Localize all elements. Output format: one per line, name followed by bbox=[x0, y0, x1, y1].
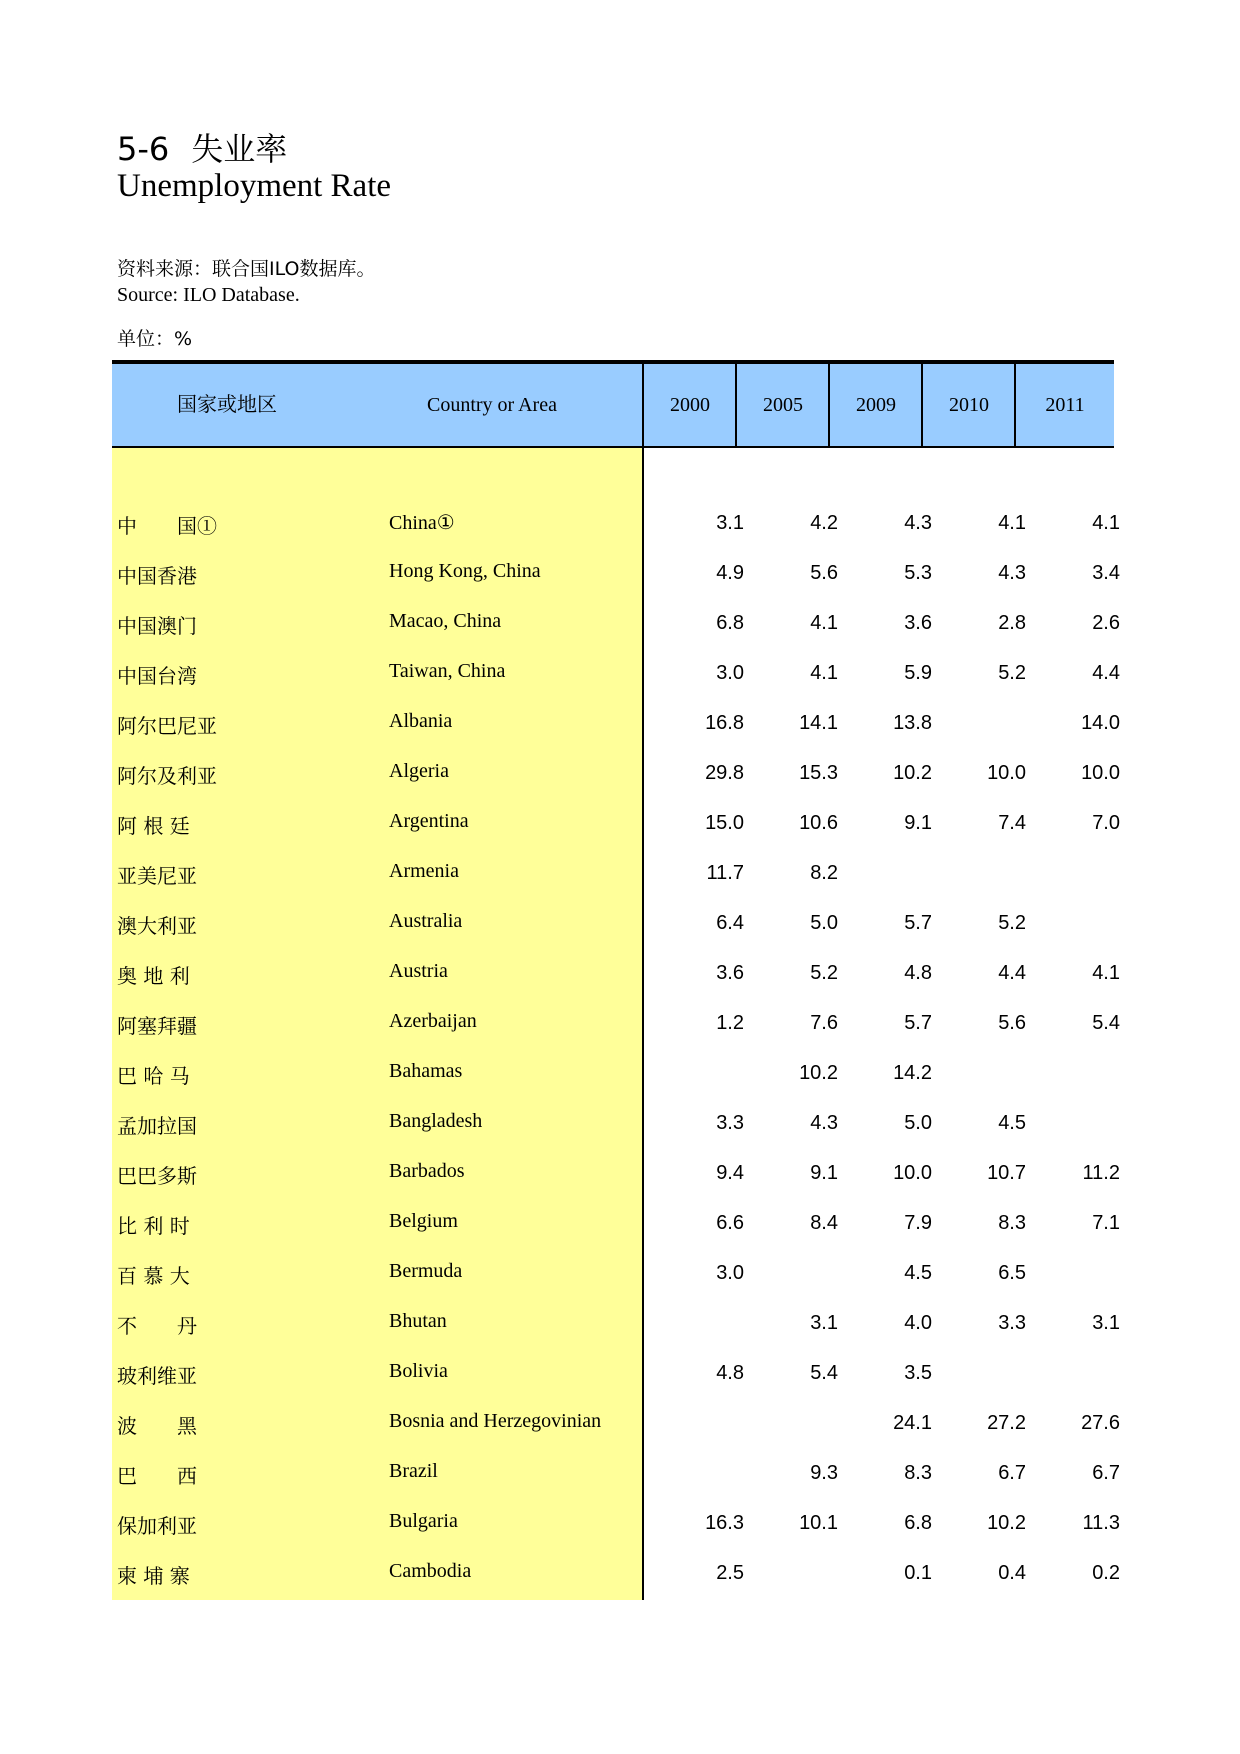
country-name-en: Albania bbox=[389, 710, 453, 732]
value-cell-2000: 29.8 bbox=[705, 762, 744, 784]
country-name-cn: 保加利亚 bbox=[117, 1514, 197, 1538]
country-name-cn: 巴 哈 马 bbox=[117, 1064, 190, 1088]
header-country-en: Country or Area bbox=[427, 394, 557, 416]
value-cell-2011: 4.1 bbox=[1092, 512, 1120, 534]
table-row bbox=[112, 1300, 1120, 1350]
value-cell-2010: 4.3 bbox=[998, 562, 1026, 584]
source-cn: 资料来源：联合国ILO数据库。 bbox=[117, 258, 376, 280]
value-cell-2011: 11.3 bbox=[1082, 1512, 1120, 1534]
title-cn-text: 失业率 bbox=[191, 130, 288, 168]
header-year-2009: 2009 bbox=[828, 364, 922, 446]
value-cell-2005: 9.1 bbox=[810, 1162, 838, 1184]
value-cell-2010: 5.2 bbox=[998, 912, 1026, 934]
table-row bbox=[112, 1500, 1120, 1550]
value-cell-2005: 5.4 bbox=[810, 1362, 838, 1384]
value-cell-2011: 7.0 bbox=[1092, 812, 1120, 834]
value-cell-2005: 10.2 bbox=[799, 1062, 838, 1084]
value-cell-2009: 4.3 bbox=[904, 512, 932, 534]
value-cell-2011: 4.1 bbox=[1092, 962, 1120, 984]
country-name-en: Bolivia bbox=[389, 1360, 448, 1382]
country-name-cn: 奥 地 利 bbox=[117, 964, 190, 988]
value-cell-2009: 4.8 bbox=[904, 962, 932, 984]
country-name-en: Bermuda bbox=[389, 1260, 463, 1282]
value-cell-2000: 11.7 bbox=[706, 862, 744, 884]
value-cell-2009: 0.1 bbox=[904, 1562, 932, 1584]
value-cell-2000: 16.8 bbox=[705, 712, 744, 734]
value-cell-2005: 3.1 bbox=[810, 1312, 838, 1334]
value-cell-2005: 5.0 bbox=[810, 912, 838, 934]
table-row bbox=[112, 1550, 1120, 1600]
country-name-en: Hong Kong, China bbox=[389, 560, 541, 582]
value-cell-2010: 10.0 bbox=[987, 762, 1026, 784]
value-cell-2000: 3.3 bbox=[716, 1112, 744, 1134]
country-name-en: Algeria bbox=[389, 760, 449, 782]
value-cell-2009: 3.5 bbox=[904, 1362, 932, 1384]
table-row bbox=[112, 750, 1120, 800]
value-cell-2005: 10.6 bbox=[799, 812, 838, 834]
country-name-en: Taiwan, China bbox=[389, 660, 506, 682]
country-name-cn: 阿尔巴尼亚 bbox=[117, 714, 217, 738]
country-name-cn: 中国澳门 bbox=[117, 614, 197, 638]
country-name-en: Belgium bbox=[389, 1210, 458, 1232]
value-cell-2000: 6.6 bbox=[716, 1212, 744, 1234]
table-row bbox=[112, 900, 1114, 950]
country-name-en: China① bbox=[389, 512, 455, 534]
value-cell-2005: 4.3 bbox=[810, 1112, 838, 1134]
table-header bbox=[112, 360, 1114, 448]
table-body bbox=[112, 500, 1120, 1600]
country-name-cn: 巴 西 bbox=[117, 1464, 197, 1488]
country-name-en: Bulgaria bbox=[389, 1510, 458, 1532]
country-name-cn: 中国香港 bbox=[117, 564, 197, 588]
value-cell-2011: 7.1 bbox=[1092, 1212, 1120, 1234]
value-cell-2011: 27.6 bbox=[1081, 1412, 1120, 1434]
value-cell-2011: 0.2 bbox=[1092, 1562, 1120, 1584]
value-cell-2000: 3.1 bbox=[716, 512, 744, 534]
value-cell-2009: 10.2 bbox=[893, 762, 932, 784]
table-row bbox=[112, 650, 1120, 700]
value-cell-2010: 6.7 bbox=[998, 1462, 1026, 1484]
country-name-en: Argentina bbox=[389, 810, 469, 832]
value-cell-2010: 5.2 bbox=[998, 662, 1026, 684]
country-name-cn: 中国台湾 bbox=[117, 664, 197, 688]
country-name-cn: 巴巴多斯 bbox=[117, 1164, 197, 1188]
country-name-en: Macao, China bbox=[389, 610, 502, 632]
value-cell-2011: 5.4 bbox=[1092, 1012, 1120, 1034]
value-cell-2005: 8.2 bbox=[810, 862, 838, 884]
value-cell-2010: 10.7 bbox=[987, 1162, 1026, 1184]
header-year-2005: 2005 bbox=[735, 364, 829, 446]
value-cell-2009: 8.3 bbox=[904, 1462, 932, 1484]
value-cell-2009: 4.5 bbox=[904, 1262, 932, 1284]
value-cell-2005: 14.1 bbox=[799, 712, 838, 734]
value-cell-2005: 9.3 bbox=[810, 1462, 838, 1484]
country-name-cn: 中 国① bbox=[117, 514, 217, 538]
value-cell-2009: 5.3 bbox=[904, 562, 932, 584]
country-name-en: Cambodia bbox=[389, 1560, 472, 1582]
page-title-cn bbox=[117, 124, 287, 170]
country-name-en: Armenia bbox=[389, 860, 459, 882]
value-cell-2000: 4.9 bbox=[716, 562, 744, 584]
header-year-2000: 2000 bbox=[642, 364, 736, 446]
value-cell-2009: 9.1 bbox=[904, 812, 932, 834]
value-cell-2009: 5.0 bbox=[904, 1112, 932, 1134]
value-cell-2009: 4.0 bbox=[904, 1312, 932, 1334]
value-cell-2009: 14.2 bbox=[893, 1062, 932, 1084]
table-number: 5-6 bbox=[117, 130, 170, 168]
country-name-cn: 澳大利亚 bbox=[117, 914, 197, 938]
country-name-en: Barbados bbox=[389, 1160, 465, 1182]
table-row bbox=[112, 1450, 1120, 1500]
value-cell-2009: 24.1 bbox=[893, 1412, 932, 1434]
value-cell-2009: 10.0 bbox=[893, 1162, 932, 1184]
table-row bbox=[112, 600, 1120, 650]
country-name-en: Australia bbox=[389, 910, 463, 932]
country-name-cn: 不 丹 bbox=[117, 1314, 197, 1338]
value-cell-2000: 3.6 bbox=[716, 962, 744, 984]
value-cell-2011: 4.4 bbox=[1092, 662, 1120, 684]
value-cell-2005: 4.1 bbox=[810, 612, 838, 634]
country-name-cn: 波 黑 bbox=[117, 1414, 197, 1438]
country-name-en: Bahamas bbox=[389, 1060, 463, 1082]
value-cell-2010: 5.6 bbox=[998, 1012, 1026, 1034]
value-cell-2009: 6.8 bbox=[904, 1512, 932, 1534]
table-row bbox=[112, 1250, 1114, 1300]
country-name-cn: 阿 根 廷 bbox=[117, 814, 190, 838]
country-name-en: Bangladesh bbox=[389, 1110, 483, 1132]
value-cell-2005: 7.6 bbox=[810, 1012, 838, 1034]
table-row bbox=[112, 500, 1120, 550]
value-cell-2010: 0.4 bbox=[998, 1562, 1026, 1584]
country-name-en: Austria bbox=[389, 960, 448, 982]
table-row bbox=[112, 950, 1120, 1000]
country-name-en: Bosnia and Herzegovinian bbox=[389, 1410, 602, 1432]
source-en: Source: ILO Database. bbox=[117, 284, 300, 306]
table-row bbox=[112, 700, 1120, 750]
country-name-cn: 玻利维亚 bbox=[117, 1364, 197, 1388]
value-cell-2000: 3.0 bbox=[716, 1262, 744, 1284]
table-row bbox=[112, 1200, 1120, 1250]
value-cell-2011: 10.0 bbox=[1081, 762, 1120, 784]
value-cell-2010: 4.5 bbox=[998, 1112, 1026, 1134]
value-cell-2000: 6.8 bbox=[716, 612, 744, 634]
value-cell-2010: 8.3 bbox=[998, 1212, 1026, 1234]
value-cell-2011: 11.2 bbox=[1082, 1162, 1120, 1184]
value-cell-2011: 14.0 bbox=[1081, 712, 1120, 734]
value-cell-2010: 27.2 bbox=[987, 1412, 1026, 1434]
country-name-en: Azerbaijan bbox=[389, 1010, 477, 1032]
value-cell-2009: 13.8 bbox=[893, 712, 932, 734]
country-name-cn: 柬 埔 寨 bbox=[117, 1564, 190, 1588]
table-row bbox=[112, 800, 1120, 850]
header-country-cn: 国家或地区 bbox=[177, 394, 277, 416]
country-name-cn: 阿尔及利亚 bbox=[117, 764, 217, 788]
header-year-2011: 2011 bbox=[1014, 364, 1114, 446]
value-cell-2005: 15.3 bbox=[799, 762, 838, 784]
value-cell-2005: 4.1 bbox=[810, 662, 838, 684]
value-cell-2000: 6.4 bbox=[716, 912, 744, 934]
value-cell-2005: 10.1 bbox=[799, 1512, 838, 1534]
page-title-en: Unemployment Rate bbox=[117, 168, 392, 204]
value-cell-2011: 3.4 bbox=[1092, 562, 1120, 584]
value-cell-2000: 16.3 bbox=[705, 1512, 744, 1534]
value-cell-2010: 2.8 bbox=[998, 612, 1026, 634]
value-cell-2005: 5.2 bbox=[810, 962, 838, 984]
table-row bbox=[112, 1100, 1114, 1150]
country-name-cn: 亚美尼亚 bbox=[117, 864, 197, 888]
table-row bbox=[112, 1350, 1114, 1400]
value-cell-2009: 7.9 bbox=[904, 1212, 932, 1234]
value-cell-2000: 4.8 bbox=[716, 1362, 744, 1384]
country-name-en: Bhutan bbox=[389, 1310, 447, 1332]
value-cell-2011: 2.6 bbox=[1092, 612, 1120, 634]
table-row bbox=[112, 1400, 1120, 1450]
value-cell-2010: 7.4 bbox=[998, 812, 1026, 834]
value-cell-2000: 3.0 bbox=[716, 662, 744, 684]
country-name-cn: 百 慕 大 bbox=[117, 1264, 190, 1288]
unit-label: 单位：% bbox=[117, 328, 193, 350]
value-cell-2000: 15.0 bbox=[705, 812, 744, 834]
value-cell-2011: 6.7 bbox=[1092, 1462, 1120, 1484]
value-cell-2009: 5.7 bbox=[904, 1012, 932, 1034]
value-cell-2010: 3.3 bbox=[998, 1312, 1026, 1334]
table-row bbox=[112, 1150, 1120, 1200]
country-name-en: Brazil bbox=[389, 1460, 438, 1482]
table-row bbox=[112, 550, 1120, 600]
table-row bbox=[112, 1000, 1120, 1050]
value-cell-2010: 4.4 bbox=[998, 962, 1026, 984]
country-name-cn: 阿塞拜疆 bbox=[117, 1014, 197, 1038]
value-cell-2010: 6.5 bbox=[998, 1262, 1026, 1284]
header-year-2010: 2010 bbox=[921, 364, 1015, 446]
table-row bbox=[112, 850, 1114, 900]
value-cell-2005: 8.4 bbox=[810, 1212, 838, 1234]
value-cell-2000: 9.4 bbox=[716, 1162, 744, 1184]
value-cell-2000: 2.5 bbox=[716, 1562, 744, 1584]
value-cell-2009: 5.7 bbox=[904, 912, 932, 934]
value-cell-2010: 4.1 bbox=[998, 512, 1026, 534]
value-cell-2010: 10.2 bbox=[987, 1512, 1026, 1534]
value-cell-2005: 4.2 bbox=[810, 512, 838, 534]
value-cell-2009: 3.6 bbox=[904, 612, 932, 634]
country-name-cn: 比 利 时 bbox=[117, 1214, 190, 1238]
value-cell-2005: 5.6 bbox=[810, 562, 838, 584]
value-cell-2011: 3.1 bbox=[1092, 1312, 1120, 1334]
country-name-cn: 孟加拉国 bbox=[117, 1114, 197, 1138]
table-row bbox=[112, 1050, 1114, 1100]
value-cell-2009: 5.9 bbox=[904, 662, 932, 684]
value-cell-2000: 1.2 bbox=[716, 1012, 744, 1034]
